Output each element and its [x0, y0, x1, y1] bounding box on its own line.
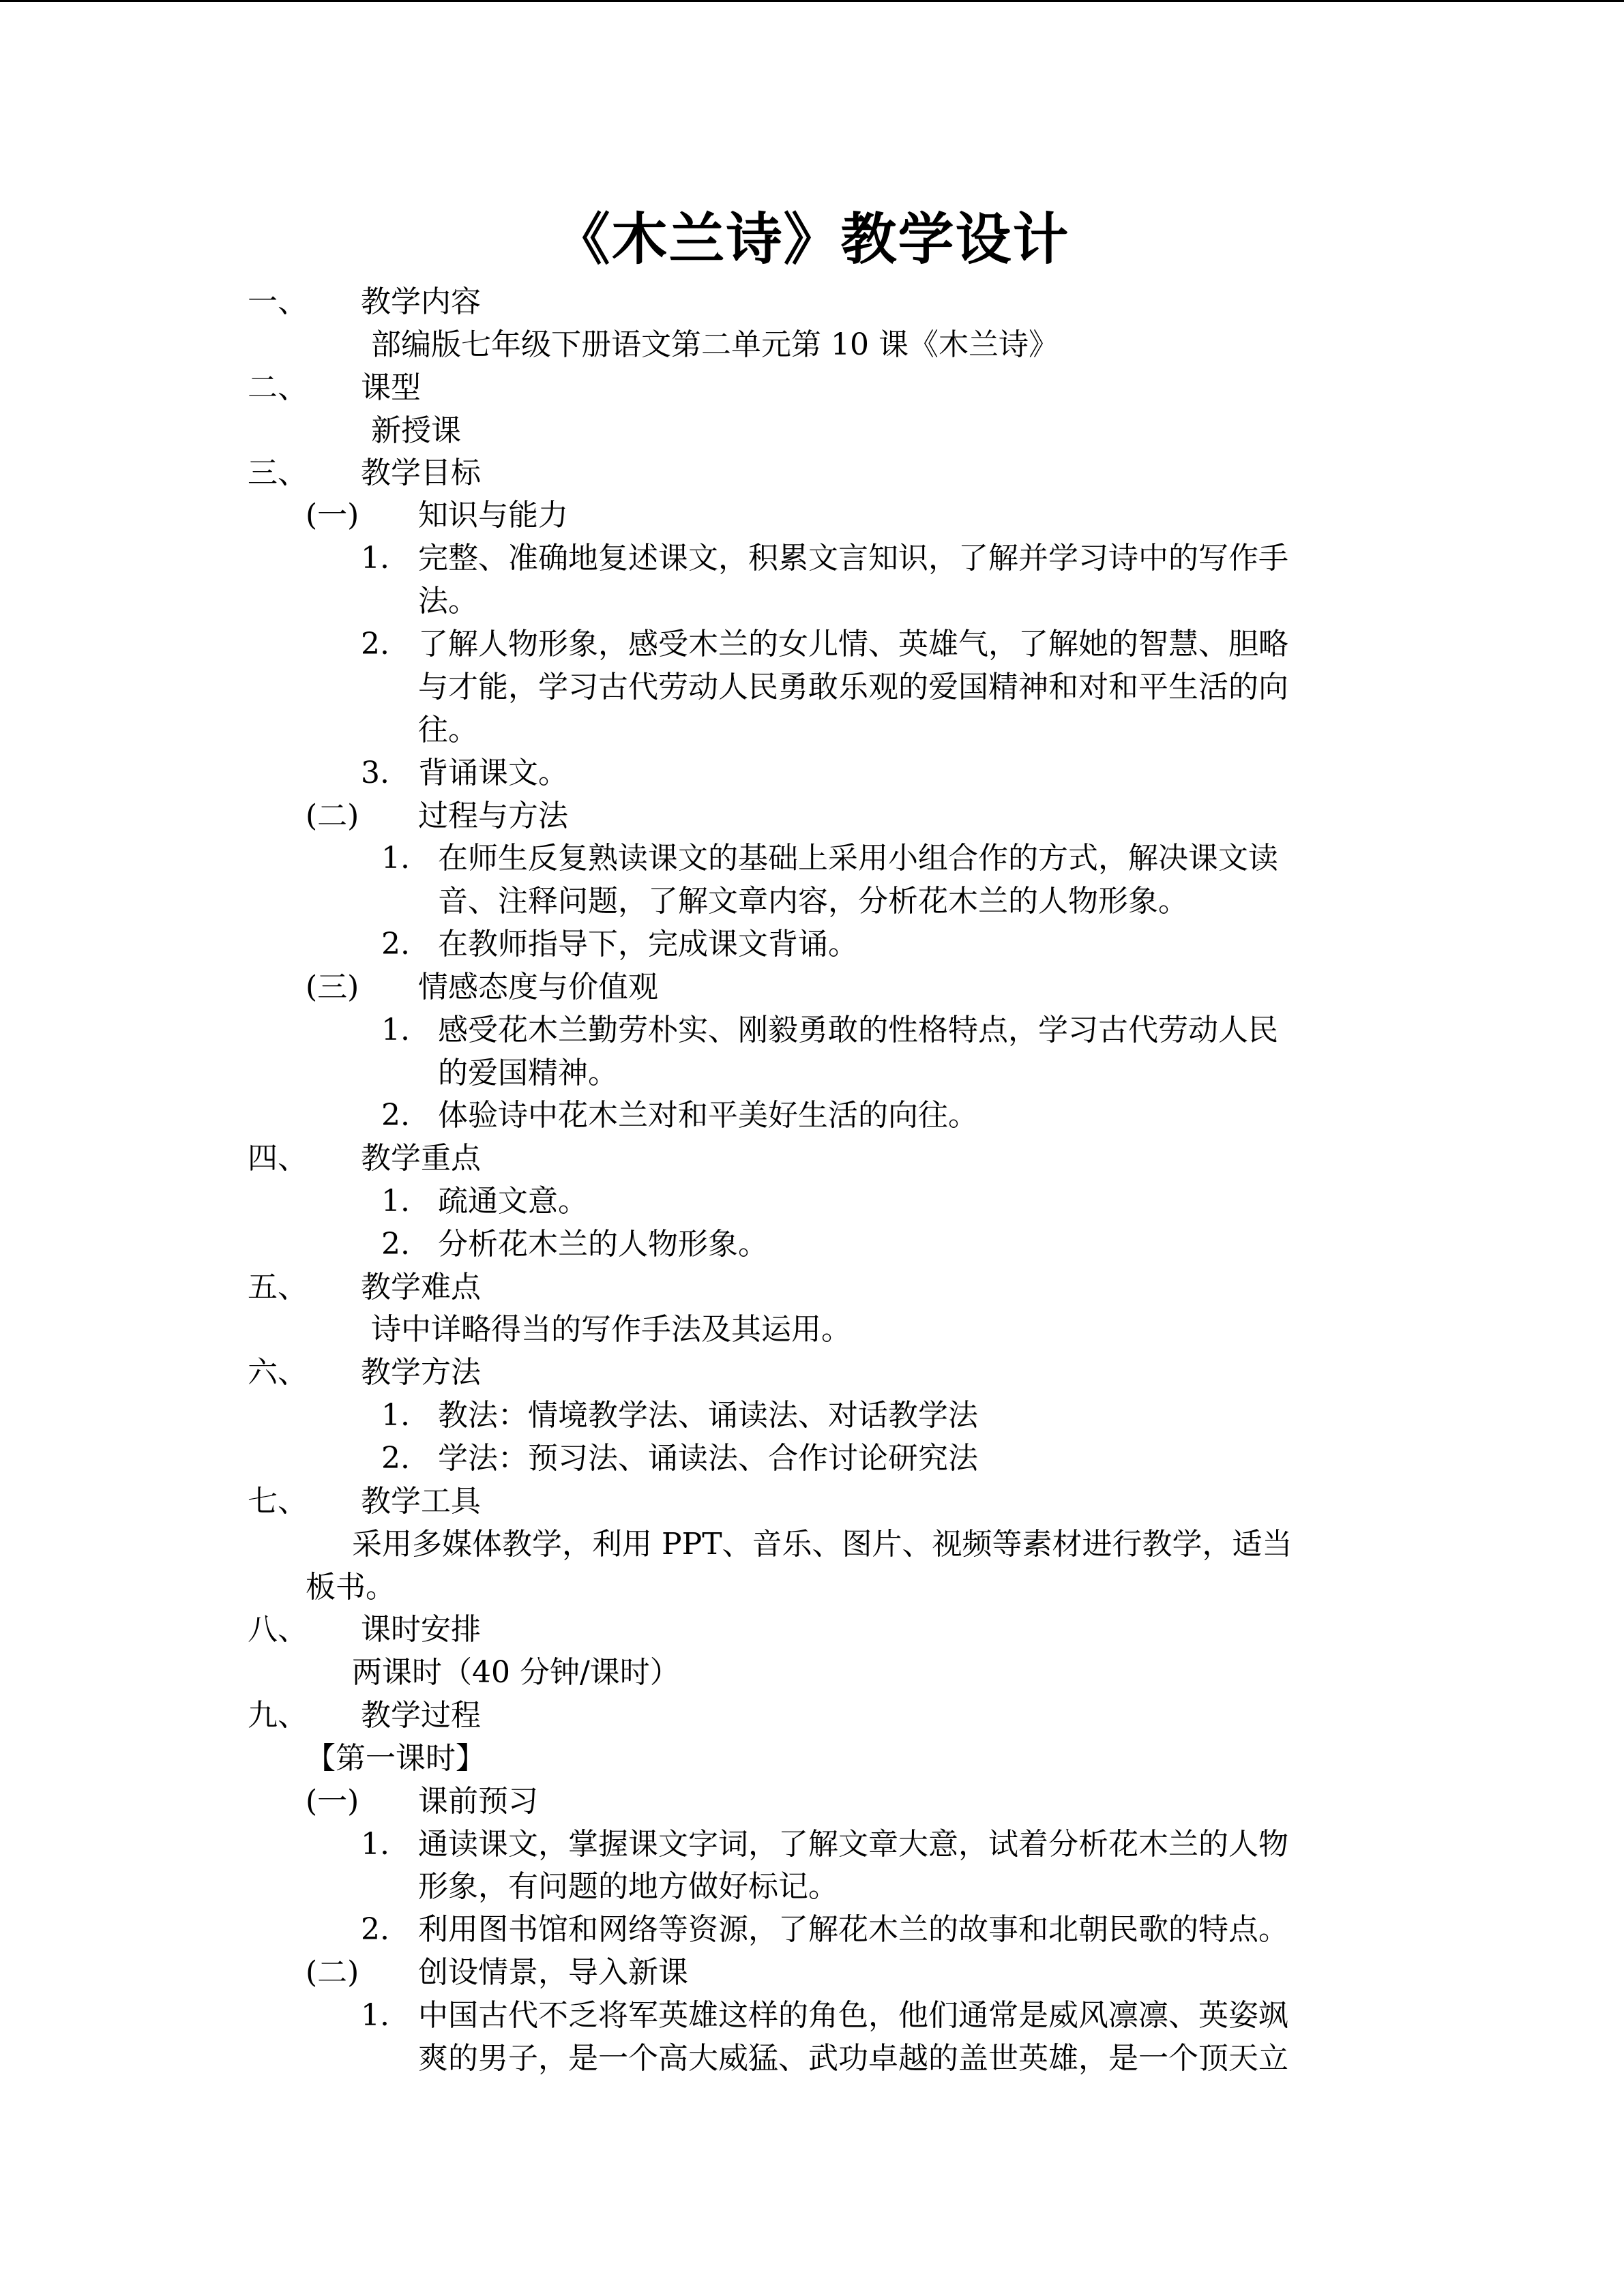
item-number: 1.	[381, 1398, 410, 1433]
section-7-number: 七、	[248, 1484, 308, 1519]
item-number: 1.	[381, 1184, 410, 1219]
item-text: 分析花木兰的人物形象。	[438, 1227, 768, 1262]
section-3-number: 三、	[248, 456, 308, 490]
item-number: 2.	[381, 927, 410, 961]
item-text: 疏通文意。	[438, 1184, 588, 1219]
top-border-line	[0, 0, 1624, 2]
item-text: 了解人物形象，感受木兰的女儿情、英雄气，了解她的智慧、胆略	[418, 627, 1288, 661]
item-text-continued: 形象，有问题的地方做好标记。	[418, 1869, 838, 1904]
item-text: 体验诗中花木兰对和平美好生活的向往。	[438, 1098, 978, 1133]
item-text: 在教师指导下，完成课文背诵。	[438, 927, 858, 961]
item-text-continued: 法。	[418, 584, 478, 618]
item-text: 感受花木兰勤劳朴实、刚毅勇敢的性格特点，学习古代劳动人民	[438, 1013, 1278, 1047]
section-8-number: 八、	[248, 1612, 308, 1647]
item-number: 1.	[381, 841, 410, 876]
sub-3-3-number: (三)	[306, 970, 359, 1004]
section-8-body: 两课时（40 分钟/课时）	[352, 1655, 680, 1690]
item-text-continued: 爽的男子，是一个高大威猛、武功卓越的盖世英雄，是一个顶天立	[418, 2041, 1288, 2076]
section-1-number: 一、	[248, 284, 308, 319]
item-number: 2.	[381, 1227, 410, 1262]
section-1-body: 部编版七年级下册语文第二单元第 10 课《木兰诗》	[371, 327, 1059, 362]
item-number: 1.	[361, 1827, 389, 1862]
sub-3-2-number: (二)	[306, 799, 359, 833]
section-2-heading: 课型	[361, 370, 421, 405]
item-number: 1.	[381, 1013, 410, 1047]
sub-9-1-heading: 课前预习	[418, 1784, 538, 1819]
section-5-heading: 教学难点	[361, 1270, 481, 1304]
item-text-continued: 往。	[418, 713, 478, 747]
section-5-body: 诗中详略得当的写作手法及其运用。	[371, 1312, 851, 1347]
item-text-continued: 与才能，学习古代劳动人民勇敢乐观的爱国精神和对和平生活的向	[418, 670, 1288, 704]
document-title: 《木兰诗》教学设计	[554, 207, 1070, 272]
item-number: 2.	[381, 1098, 410, 1133]
section-7-body-continued: 板书。	[306, 1570, 396, 1605]
item-text-continued: 的爱国精神。	[438, 1056, 618, 1090]
section-7-heading: 教学工具	[361, 1484, 481, 1519]
section-4-heading: 教学重点	[361, 1141, 481, 1176]
sub-9-2-number: (二)	[306, 1955, 359, 1990]
item-text: 通读课文，掌握课文字词，了解文章大意，试着分析花木兰的人物	[418, 1827, 1288, 1862]
section-8-heading: 课时安排	[361, 1612, 481, 1647]
section-9-heading: 教学过程	[361, 1698, 481, 1733]
item-text: 利用图书馆和网络等资源，了解花木兰的故事和北朝民歌的特点。	[418, 1912, 1288, 1947]
section-4-number: 四、	[248, 1141, 308, 1176]
lesson-1-label: 【第一课时】	[306, 1741, 486, 1776]
section-1-heading: 教学内容	[361, 284, 481, 319]
sub-3-2-heading: 过程与方法	[418, 799, 568, 833]
section-7-body: 采用多媒体教学，利用 PPT、音乐、图片、视频等素材进行教学，适当	[352, 1527, 1293, 1562]
item-number: 2.	[361, 627, 389, 661]
section-6-heading: 教学方法	[361, 1355, 481, 1390]
section-6-number: 六、	[248, 1355, 308, 1390]
section-2-number: 二、	[248, 370, 308, 405]
sub-9-1-number: (一)	[306, 1784, 359, 1819]
item-number: 3.	[361, 756, 389, 790]
item-text: 完整、准确地复述课文，积累文言知识，了解并学习诗中的写作手	[418, 541, 1288, 576]
item-number: 2.	[361, 1912, 389, 1947]
item-number: 2.	[381, 1441, 410, 1476]
item-text: 学法：预习法、诵读法、合作讨论研究法	[438, 1441, 978, 1476]
section-5-number: 五、	[248, 1270, 308, 1304]
sub-3-1-heading: 知识与能力	[418, 498, 568, 533]
sub-3-1-number: (一)	[306, 498, 359, 533]
item-text-continued: 音、注释问题，了解文章内容，分析花木兰的人物形象。	[438, 884, 1188, 919]
item-text: 在师生反复熟读课文的基础上采用小组合作的方式，解决课文读	[438, 841, 1278, 876]
sub-9-2-heading: 创设情景，导入新课	[418, 1955, 688, 1990]
item-number: 1.	[361, 541, 389, 576]
section-9-number: 九、	[248, 1698, 308, 1733]
item-number: 1.	[361, 1998, 389, 2033]
section-3-heading: 教学目标	[361, 456, 481, 490]
sub-3-3-heading: 情感态度与价值观	[418, 970, 658, 1004]
item-text: 背诵课文。	[418, 756, 568, 790]
item-text: 教法：情境教学法、诵读法、对话教学法	[438, 1398, 978, 1433]
section-2-body: 新授课	[371, 413, 461, 448]
item-text: 中国古代不乏将军英雄这样的角色，他们通常是威风凛凛、英姿飒	[418, 1998, 1288, 2033]
